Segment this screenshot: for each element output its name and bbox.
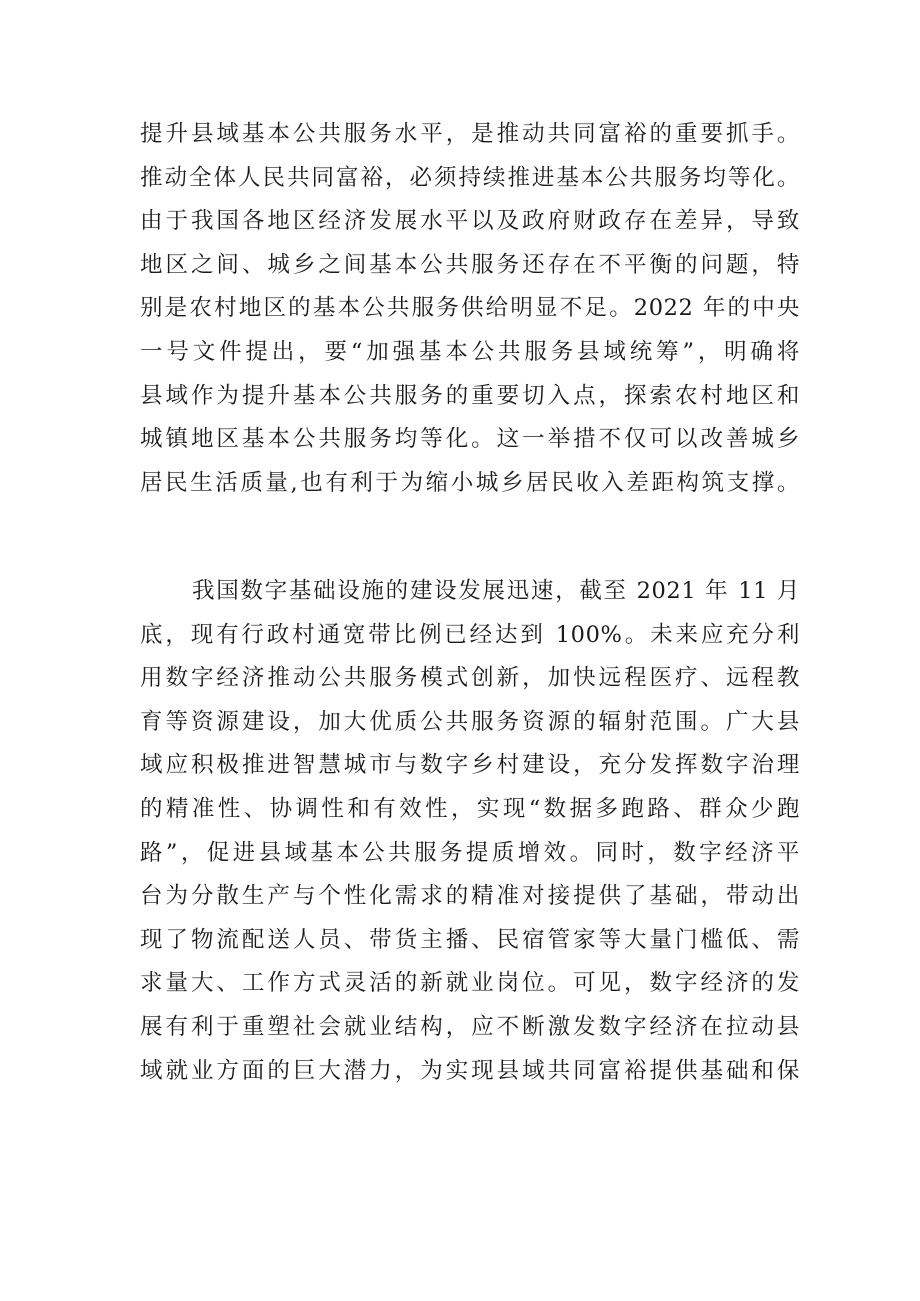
text-line: 由于我国各地区经济发展水平以及政府财政存在差异，导致 xyxy=(140,208,800,235)
text-line: 的精准性、协调性和有效性，实现“数据多跑路、群众少跑 xyxy=(140,795,800,822)
text-line: 展有利于重塑社会就业结构，应不断激发数字经济在拉动县 xyxy=(140,1013,800,1040)
text-line: 我国数字基础设施的建设发展迅速，截至 2021 年 11 月 xyxy=(192,578,800,604)
text-line: 台为分散生产与个性化需求的精准对接提供了基础，带动出 xyxy=(140,883,800,910)
text-line: 地区之间、城乡之间基本公共服务还存在不平衡的问题，特 xyxy=(140,251,800,278)
text-line: 用数字经济推动公共服务模式创新，加快远程医疗、远程教 xyxy=(140,665,800,692)
text-line: 城镇地区基本公共服务均等化。这一举措不仅可以改善城乡 xyxy=(140,426,800,453)
text-line: 提升县域基本公共服务水平，是推动共同富裕的重要抓手。 xyxy=(140,121,800,147)
text-line: 居民生活质量,也有利于为缩小城乡居民收入差距构筑支撑。 xyxy=(140,469,800,496)
text-line: 县域作为提升基本公共服务的重要切入点，探索农村地区和 xyxy=(140,382,800,409)
text-line: 求量大、工作方式灵活的新就业岗位。可见，数字经济的发 xyxy=(140,970,800,997)
paragraph-1 xyxy=(140,113,800,505)
text-line: 推动全体人民共同富裕，必须持续推进基本公共服务均等化。 xyxy=(140,164,800,191)
text-line: 域就业方面的巨大潜力，为实现县域共同富裕提供基础和保 xyxy=(140,1057,800,1084)
text-line: 别是农村地区的基本公共服务供给明显不足。2022 年的中央 xyxy=(140,295,800,322)
text-line: 路”，促进县域基本公共服务提质增效。同时，数字经济平 xyxy=(140,839,800,866)
text-line: 现了物流配送人员、带货主播、民宿管家等大量门槛低、需 xyxy=(140,926,800,953)
text-line: 一号文件提出，要“加强基本公共服务县域统筹”，明确将 xyxy=(140,338,800,365)
text-line: 育等资源建设，加大优质公共服务资源的辐射范围。广大县 xyxy=(140,708,800,735)
text-line: 底，现有行政村通宽带比例已经达到 100%。未来应充分利 xyxy=(140,621,800,648)
text-line: 域应积极推进智慧城市与数字乡村建设，充分发挥数字治理 xyxy=(140,752,800,779)
paragraph-2 xyxy=(140,570,800,1093)
